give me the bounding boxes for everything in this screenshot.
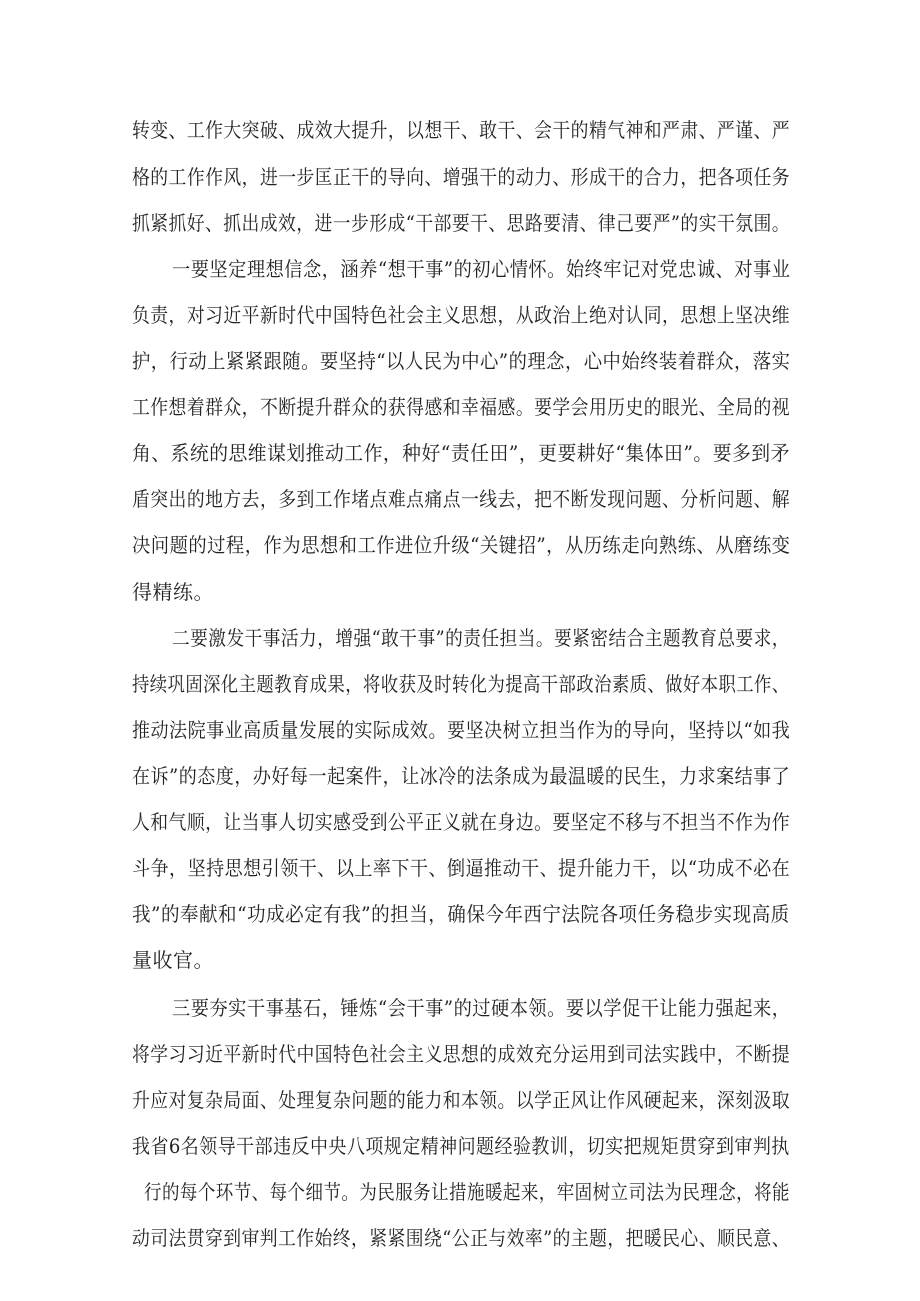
text-line: 工作想着群众，不断提升群众的获得感和幸福感。要学会用历史的眼光、全局的视 [132,395,790,419]
text-line: 得精练。 [132,580,214,604]
text-line: 我省6名领导干部违反中央八项规定精神问题经验教训，切实把规矩贯穿到审判执 [132,1134,790,1158]
text-line: 持续巩固深化主题教育成果，将收获及时转化为提高干部政治素质、做好本职工作、 [132,672,790,696]
text-line: 斗争，坚持思想引领干、以上率下干、倒逼推动干、提升能力干，以“功成不必在 [132,856,791,880]
text-line: 升应对复杂局面、处理复杂问题的能力和本领。以学正风让作风硬起来，深刻汲取 [132,1088,790,1112]
text-line: 转变、工作大突破、成效大提升，以想干、敢干、会干的精气神和严肃、严谨、严 [132,118,790,142]
text-line: 护，行动上紧紧跟随。要坚持“以人民为中心”的理念，心中始终装着群众，落实 [132,349,791,373]
paragraph-3-first-line: 三要夯实干事基石，锤炼“会干事”的过硬本领。要以学促干让能力强起来， [172,996,791,1020]
text-line: 决问题的过程，作为思想和工作进位升级“关键招”，从历练走向熟练、从磨练变 [132,533,791,557]
text-line: 在诉”的态度，办好每一起案件，让冰冷的法条成为最温暖的民生，力求案结事了 [132,764,791,788]
text-line: 我”的奉献和“功成必定有我”的担当，确保今年西宁法院各项任务稳步实现高质 [132,902,790,926]
paragraph-2-first-line: 二要激发干事活力，增强“敢干事”的责任担当。要紧密结合主题教育总要求， [172,626,790,650]
text-line: 抓紧抓好、抓出成效，进一步形成“干部要干、思路要清、律己要严”的实干氛围。 [132,211,790,235]
text-line: 格的工作作风，进一步匡正干的导向、增强干的动力、形成干的合力，把各项任务 [132,165,790,189]
text-line: 人和气顺，让当事人切实感受到公平正义就在身边。要坚定不移与不担当不作为作 [132,810,790,834]
text-line: 将学习习近平新时代中国特色社会主义思想的成效充分运用到司法实践中，不断提 [132,1042,790,1066]
text-line: 量收官。 [132,948,214,972]
paragraph-1-first-line: 一要坚定理想信念，涵养“想干事”的初心情怀。始终牢记对党忠诚、对事业 [172,257,791,281]
text-line: 推动法院事业高质量发展的实际成效。要坚决树立担当作为的导向，坚持以“如我 [132,718,791,742]
text-line: 角、系统的思维谋划推动工作，种好“责任田”，更要耕好“集体田”。要多到矛 [132,441,790,465]
text-line: 行的每个环节、每个细节。为民服务让措施暖起来，牢固树立司法为民理念，将能 [144,1180,790,1204]
text-line: 盾突出的地方去，多到工作堵点难点痛点一线去，把不断发现问题、分析问题、解 [132,487,790,511]
text-line: 负责，对习近平新时代中国特色社会主义思想，从政治上绝对认同，思想上坚决维 [132,303,790,327]
text-line: 动司法贯穿到审判工作始终，紧紧围绕“公正与效率”的主题，把暖民心、顺民意、 [132,1226,790,1250]
